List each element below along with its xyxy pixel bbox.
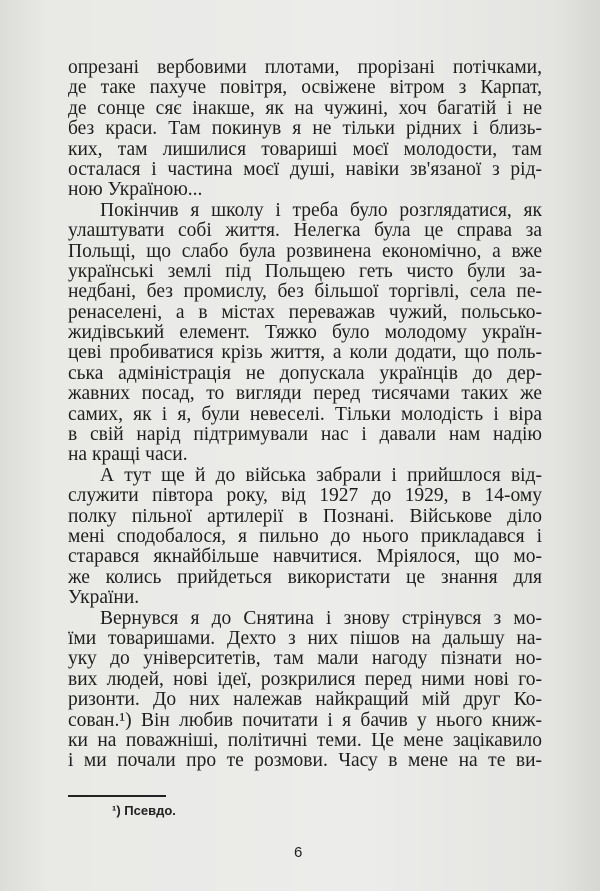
text-line: де сонце сяє інакше, як на чужині, хоч багатій і не <box>68 98 542 119</box>
text-line: недбані, без промислу, без більшої торгівлі, села пе- <box>68 282 542 303</box>
text-line: ких, там лишилися товариші моєї молодости, там <box>68 139 542 160</box>
footnote-divider <box>68 795 166 797</box>
text-line: ризонти. До них належав найкращий мій друг Ко- <box>68 690 542 711</box>
text-line: ренаселені, а в містах переважав чужий, польсько- <box>68 302 542 323</box>
text-line: опрезані вербовими плотами, прорізані потічками, <box>68 58 542 78</box>
text-line: осталася і частина моєї душі, навіки зв'язаної з рід- <box>68 159 542 180</box>
text-line: улаштувати собі життя. Нелегка була це справа за <box>68 221 542 242</box>
text-line: уку до університетів, там мали нагоду пізнати но- <box>68 649 542 670</box>
text-line: ки на поважніші, політичні теми. Це мене зацікавило <box>68 730 542 751</box>
text-line: їми товаришами. Дехто з них пішов на дальшу на- <box>68 628 542 649</box>
text-line: служити півтора року, від 1927 до 1929, в 14-ому <box>68 486 542 507</box>
text-line: жавних посад, то вигляди перед тисячами таких же <box>68 384 542 405</box>
text-line: А тут ще й до війська забрали і прийшлося від- <box>100 465 542 486</box>
text-line: же колись прийдеться використати це знання для <box>68 567 542 588</box>
text-line: жидівський елемент. Тяжко було молодому україн- <box>68 323 542 344</box>
text-line: де таке пахуче повітря, освіжене вітром з Карпат, <box>68 78 542 99</box>
page-number: 6 <box>294 844 303 861</box>
text-line: в свій нарід підтримували нас і давали нам надію <box>68 425 542 446</box>
text-line: самих, як і я, були невеселі. Тільки молодість і віра <box>68 404 542 425</box>
text-line: українські землі під Польщею геть чисто були за- <box>68 261 542 282</box>
text-line: вих людей, нові ідеї, розкрилися перед ними нові го- <box>68 669 542 690</box>
text-line: Польщі, що слабо була розвинена економічно, а вже <box>68 241 542 262</box>
text-line: мені сподобалося, я пильно до нього прикладався і <box>68 526 542 547</box>
text-line: Покінчив я школу і треба було розглядатися, як <box>100 200 542 221</box>
body-text <box>68 58 542 772</box>
text-line: старався якнайбільше навчитися. Мріялося, що мо- <box>68 547 542 568</box>
text-line: на кращі часи. <box>68 445 188 466</box>
text-line: ська адміністрація не допускала українців до дер- <box>68 363 542 384</box>
text-line: без краси. Там покинув я не тільки рідних і близь- <box>68 119 542 140</box>
text-line: полку пільної артилерії в Познані. Військове діло <box>68 506 542 527</box>
footnote: ¹) Псевдо. <box>112 803 176 818</box>
text-line: і ми почали про те розмови. Часу в мене на те ви- <box>68 751 542 772</box>
text-line: Вернувся я до Снятина і знову стрінувся з мо- <box>100 608 542 629</box>
text-line: сован.¹) Він любив почитати і я бачив у нього книж- <box>68 710 542 731</box>
text-line: України. <box>68 588 140 609</box>
text-line: ною Україною... <box>68 180 203 201</box>
text-line: цеві пробиватися крізь життя, а коли додати, що поль- <box>68 343 542 364</box>
